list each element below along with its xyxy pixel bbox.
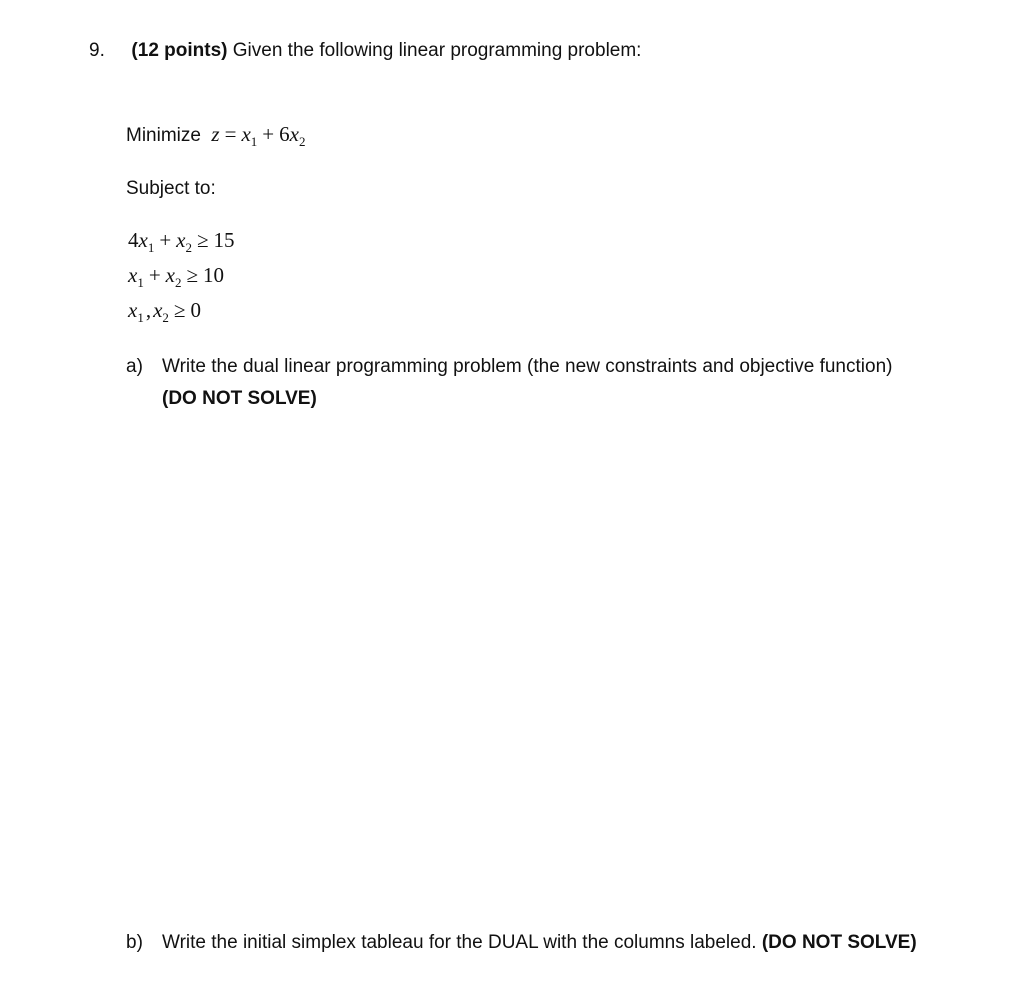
question-header	[89, 40, 641, 62]
part-a-note: (DO NOT SOLVE)	[162, 388, 317, 409]
question-points: (12 points)	[131, 40, 228, 61]
objective-function	[126, 122, 305, 147]
part-a-label: a)	[126, 356, 143, 377]
constraint-2: $x_1 + x_2 \ge 10$	[128, 263, 225, 290]
part-b-label: b)	[126, 932, 143, 953]
part-b-note: (DO NOT SOLVE)	[761, 932, 917, 953]
part-b-text: Write the initial simplex tableau for the DUAL with the columns labeled.	[162, 932, 757, 953]
question-number: 9.	[89, 40, 105, 61]
part-b-line	[162, 932, 917, 954]
part-a-text: Write the dual linear programming problem (the new constraints and objective function)	[162, 356, 893, 377]
subject-to-label: Subject to:	[126, 178, 216, 199]
nonnegativity-constraint: $x_1,x_2 \ge 0$	[128, 298, 201, 325]
objective-label: Minimize	[126, 125, 201, 146]
objective-expression: $z = x_1 + 6x_2$	[211, 122, 306, 149]
question-prompt: Given the following linear programming problem:	[232, 40, 642, 61]
constraint-1: $4x_1 + x_2 \ge 15$	[128, 228, 235, 255]
